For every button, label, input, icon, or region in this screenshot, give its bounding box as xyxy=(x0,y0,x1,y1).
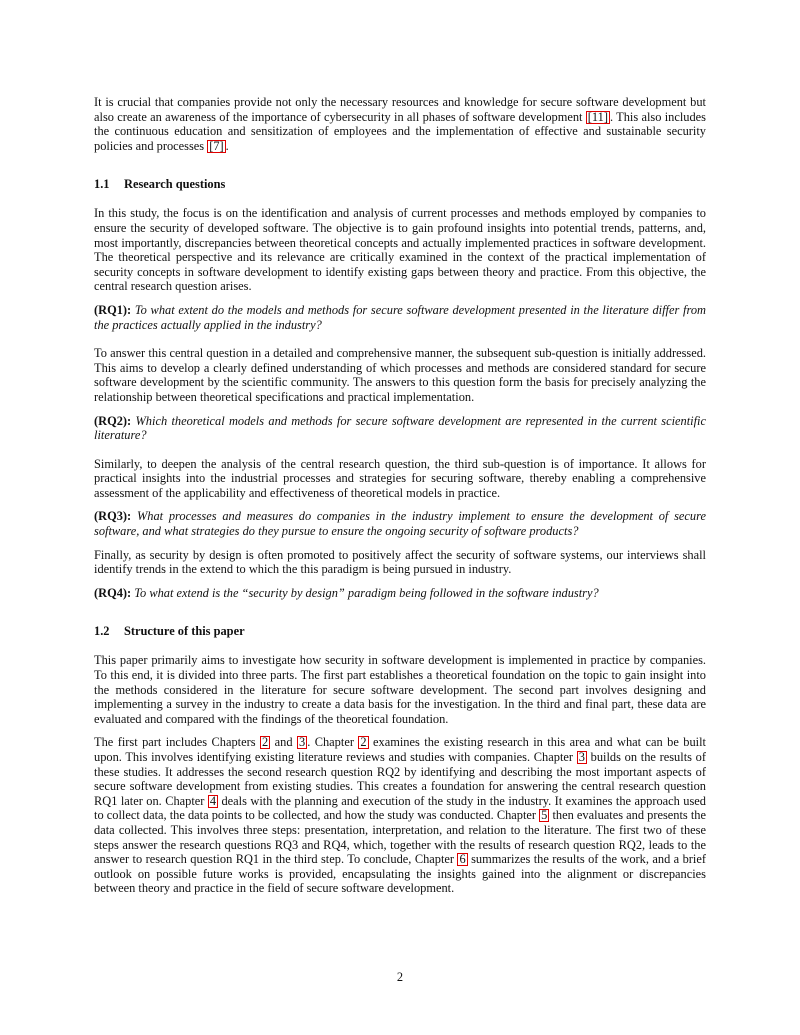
section-number: 1.2 xyxy=(94,624,110,639)
chapter-link-6[interactable]: 6 xyxy=(459,852,466,867)
chapter-link-3[interactable]: 3 xyxy=(298,735,306,750)
text: builds on the results of these studies. It addresses the second research question RQ2 by identifying and describing the most important aspects of secure software development from existing studies. This creates a foundation for answering the central research question RQ1 later on. Chapter xyxy=(94,750,706,808)
intro-text-1: It is crucial that companies provide not only the necessary resources and knowledge for secure software development but also create an awareness of the importance of cybersecurity in all phases of software development xyxy=(94,95,706,124)
rq3 xyxy=(94,509,706,538)
section-number: 1.1 xyxy=(94,177,110,192)
citation-11[interactable]: [11] xyxy=(587,109,608,124)
text: . Chapter xyxy=(307,735,359,750)
rq1 xyxy=(94,303,706,332)
rq3-label: (RQ3): xyxy=(94,509,132,524)
chapter-link-5[interactable]: 5 xyxy=(541,808,548,823)
section-title: Structure of this paper xyxy=(124,624,245,639)
intro-paragraph xyxy=(94,95,706,153)
text: summarizes the results of the work, and a brief outlook on possible future works is provided, encapsulating the insights gained into the alignment or discrepancies between theory and practice in the field of secure software development. xyxy=(94,852,707,896)
text: The first part includes Chapters xyxy=(94,735,261,750)
chapter-link-2[interactable]: 2 xyxy=(262,735,269,750)
section-1-1-heading xyxy=(94,177,706,192)
section-1-2-heading xyxy=(94,624,706,639)
page-number: 2 xyxy=(396,970,404,984)
rq3-intro-paragraph: Similarly, to deepen the analysis of the central research question, the third sub-question is of importance. It allows for practical insights into the industrial processes and strategies for securing software, thereby enabling a comprehensive assessment of the applicability and effectiveness of theoretical models in practice. xyxy=(94,456,706,500)
rq4-label: (RQ4): xyxy=(94,585,132,600)
chapter-link-4[interactable]: 4 xyxy=(209,793,217,808)
intro-text-3: . xyxy=(225,138,229,153)
rq1-text: To what extent do the models and methods for secure software development presented in the literature differ from the practices actually applied in the industry? xyxy=(94,302,706,332)
intro-text-2: . This also includes the continuous education and sensitization of employees and the implementation of effective and sustainable security policies and processes xyxy=(94,109,706,153)
rq2-text: Which theoretical models and methods for secure software development are represented in the current scientific literature? xyxy=(94,413,706,443)
rq-intro-paragraph: In this study, the focus is on the identification and analysis of current processes and methods employed by companies to ensure the security of developed software. The objective is to gain profound insights into potential trends, patterns, and, most importantly, discrepancies between theoretical concepts and actually implemented practices in software development. The theoretical perspective and its relevance are critically examined in the context of the practical implementation of security concepts in software development to identify existing gaps between theory and practice. From this objective, the central research question arises. xyxy=(94,206,706,294)
rq1-label: (RQ1): xyxy=(94,302,132,317)
rq4-intro-paragraph: Finally, as security by design is often promoted to positively affect the security of software systems, our interviews shall identify trends in the extend to which the this paradigm is being pursued in industry. xyxy=(94,547,706,577)
citation-7[interactable]: [7] xyxy=(209,138,224,153)
text: then evaluates and presents the data collected. This involves three steps: presentation, interpretation, and relation to the literature. The first two of these steps answer the research questions RQ3 and RQ4, which, together with the results of research question RQ2, leads to the answer to research question RQ1 in the third step. To conclude, Chapter xyxy=(94,808,707,867)
structure-paragraph-2 xyxy=(94,735,706,896)
text: and xyxy=(270,735,297,750)
chapter-link-3[interactable]: 3 xyxy=(578,750,585,764)
text: examines the existing research in this area and what can be built upon. This involves identifying existing literature reviews and studies with companies. Chapter xyxy=(94,735,706,764)
rq2-label: (RQ2): xyxy=(94,413,132,428)
text: deals with the planning and execution of the study in the industry. It examines the approach used to collect data, the data points to be collected, and how the study was conducted. Chapter xyxy=(94,793,706,823)
rq2-intro-paragraph: To answer this central question in a detailed and comprehensive manner, the subsequent sub-question is initially addressed. This aims to develop a clearly defined understanding of which processes and methods are considered standard for secure software development by the scientific community. The answers to this question form the basis for precisely analyzing the relationship between theoretical specifications and practical implementation. xyxy=(94,346,706,404)
rq3-text: What processes and measures do companies in the industry implement to ensure the development of secure software, and what strategies do they pursue to ensure the ongoing security of software products? xyxy=(94,509,706,539)
section-title: Research questions xyxy=(124,177,226,192)
structure-paragraph-1: This paper primarily aims to investigate how security in software development is implemented in practice by companies. To this end, it is divided into three parts. The first part establishes a theoretical foundation on the topic to gain insight into the methods considered in the literature for secure software development. The second part involves designing and implementing a survey in the industry to create a data basis for the investigation. In the third and final part, these data are evaluated and compared with the findings of the theoretical foundation. xyxy=(94,653,706,726)
rq4-text: To what extend is the “security by design” paradigm being followed in the software industry? xyxy=(134,585,599,600)
chapter-link-2[interactable]: 2 xyxy=(360,735,367,750)
paper-page xyxy=(94,95,706,896)
rq2 xyxy=(94,414,706,443)
rq4 xyxy=(94,586,706,601)
